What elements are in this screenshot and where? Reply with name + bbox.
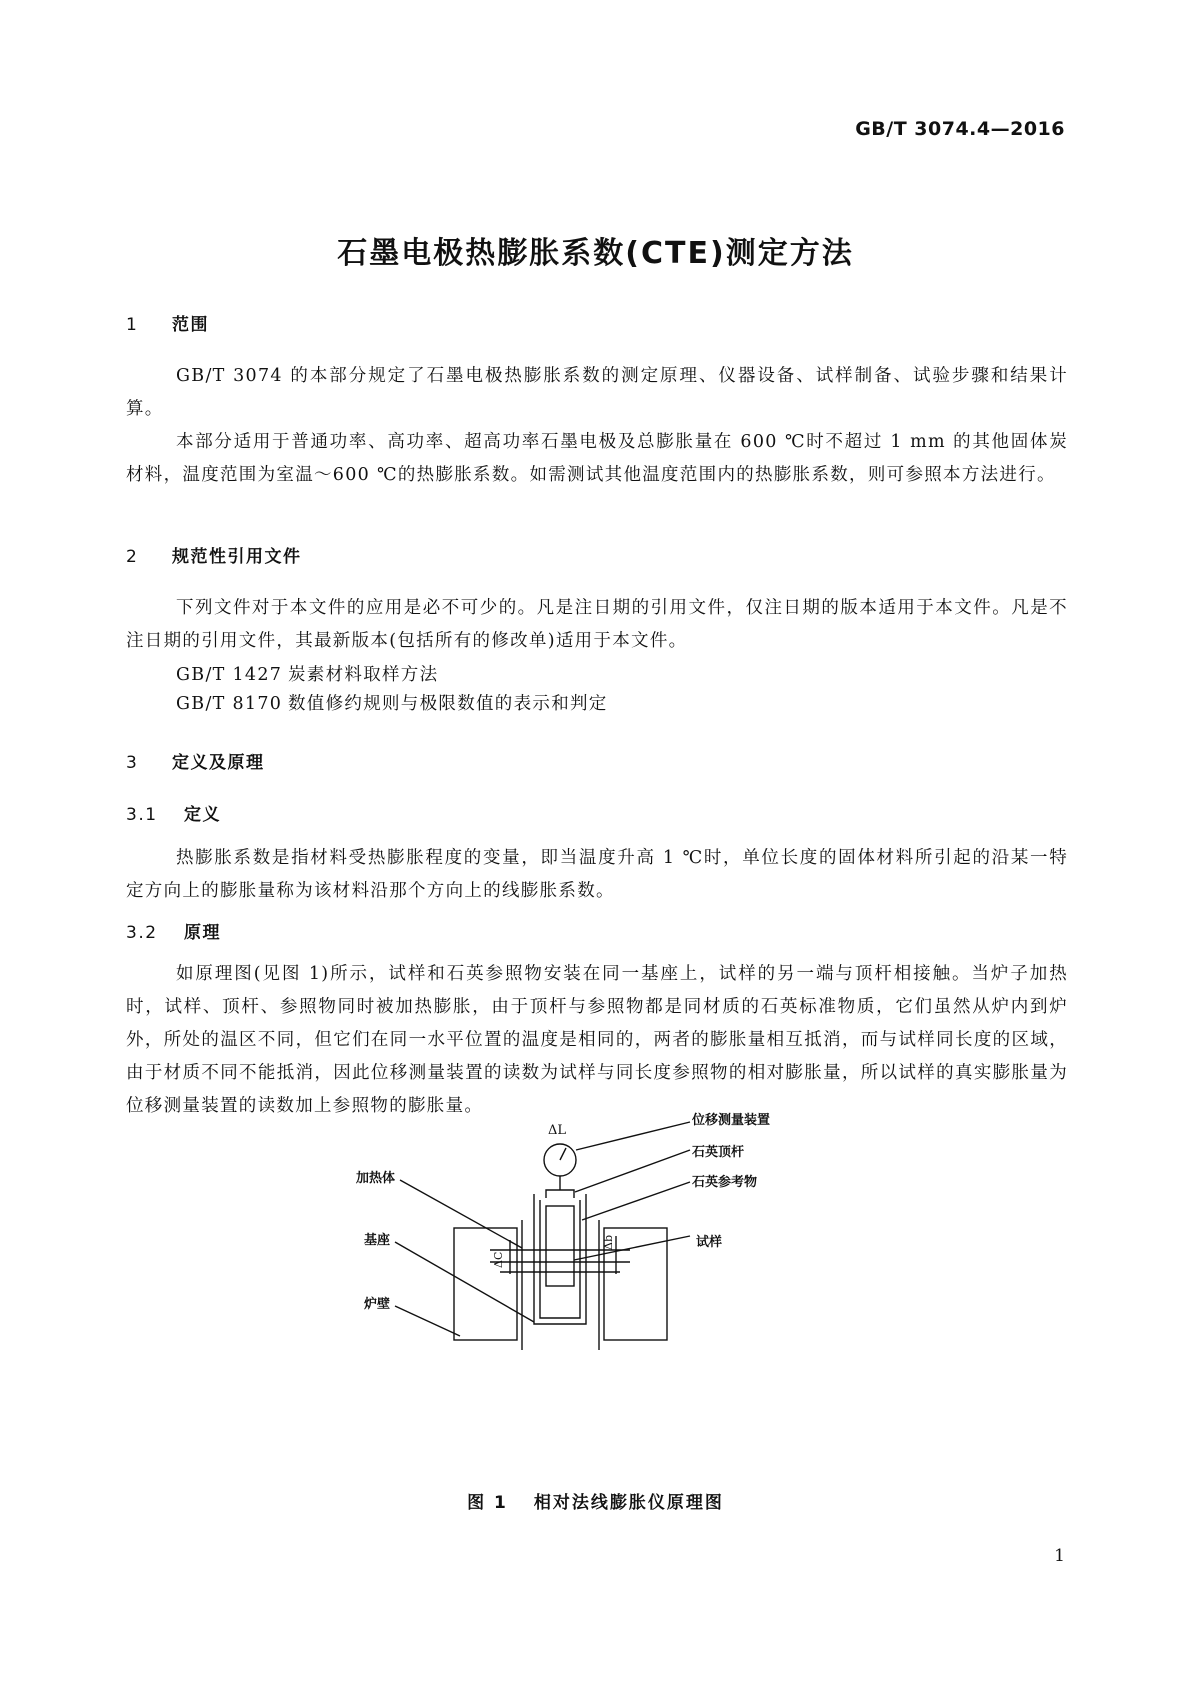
figure-1-caption xyxy=(0,1488,1191,1513)
section-number: 1 xyxy=(126,315,139,335)
section-number: 3.1 xyxy=(126,805,158,825)
label-heater: 加热体 xyxy=(356,1171,396,1186)
section-2-heading xyxy=(126,542,302,567)
section-3-2-paragraph-1: 如原理图(见图 1)所示，试样和石英参照物安装在同一基座上，试样的另一端与顶杆相接触。当炉子加热时，试样、顶杆、参照物同时被加热膨胀，由于顶杆与参照物都是同材质的石英标准物质，它们虽然从炉内到炉外，所处的温区不同，但它们在同一水平位置的温度是相同的，两者的膨胀量相互抵消，而与试样同长度的区域，由于材质不同不能抵消，因此位移测量装置的读数为试样与同长度参照物的相对膨胀量，所以试样的真实膨胀量为位移测量装置的读数加上参照物的膨胀量。 xyxy=(126,964,1068,1116)
label-base: 基座 xyxy=(364,1233,391,1248)
section-3-1-heading xyxy=(126,800,221,825)
label-delta-c: ΔC xyxy=(492,1251,505,1268)
sample xyxy=(546,1206,574,1286)
label-quartz-rod: 石英顶杆 xyxy=(692,1145,745,1160)
section-title: 定义及原理 xyxy=(172,753,265,773)
quartz-rod xyxy=(546,1190,574,1198)
gauge-needle xyxy=(560,1148,566,1160)
label-delta-b: Δb xyxy=(602,1235,615,1250)
label-quartz-ref: 石英参考物 xyxy=(692,1175,758,1190)
reference-item xyxy=(176,661,438,686)
leader-heater xyxy=(400,1180,522,1248)
section-3-1-paragraph-1: 热膨胀系数是指材料受热膨胀程度的变量，即当温度升高 1 ℃时，单位长度的固体材料所引起的沿某一特定方向上的膨胀量称为该材料沿那个方向上的线膨胀系数。 xyxy=(126,848,1068,901)
section-3-2-heading xyxy=(126,918,221,943)
section-number: 3 xyxy=(126,753,139,773)
reference-code: GB/T 1427 xyxy=(176,665,283,685)
section-2-paragraph-1: 下列文件对于本文件的应用是必不可少的。凡是注日期的引用文件，仅注日期的版本适用于本文件。凡是不注日期的引用文件，其最新版本(包括所有的修改单)适用于本文件。 xyxy=(126,598,1068,651)
standard-code: GB/T 3074.4—2016 xyxy=(855,118,1065,140)
furnace-wall-left xyxy=(454,1228,517,1340)
reference-code: GB/T 8170 xyxy=(176,694,283,714)
section-1-paragraph-2: 本部分适用于普通功率、高功率、超高功率石墨电极及总膨胀量在 600 ℃时不超过 1 mm 的其他固体炭材料，温度范围为室温～600 ℃的热膨胀系数。如需测试其他温度范围内的热膨胀系数，则可参照本方法进行。 xyxy=(126,432,1068,485)
section-title: 原理 xyxy=(184,923,221,943)
section-title: 定义 xyxy=(184,805,221,825)
section-1-paragraph-1: GB/T 3074 的本部分规定了石墨电极热膨胀系数的测定原理、仪器设备、试样制备、试验步骤和结果计算。 xyxy=(126,366,1068,419)
figure-title: 相对法线膨胀仪原理图 xyxy=(533,1493,724,1513)
section-number: 2 xyxy=(126,547,139,567)
section-title: 范围 xyxy=(172,315,209,335)
page-title: 石墨电极热膨胀系数(CTE)测定方法 xyxy=(337,236,854,271)
reference-item xyxy=(176,690,608,715)
leader-base xyxy=(395,1242,534,1322)
section-3-heading xyxy=(126,748,265,773)
label-sample: 试样 xyxy=(696,1235,723,1250)
label-delta-l: ΔL xyxy=(548,1123,567,1138)
page-number: 1 xyxy=(1054,1546,1065,1566)
section-number: 3.2 xyxy=(126,923,158,943)
reference-title: 炭素材料取样方法 xyxy=(288,665,439,685)
leader-displacement xyxy=(576,1122,690,1150)
figure-number: 图 1 xyxy=(467,1493,508,1513)
section-title: 规范性引用文件 xyxy=(172,547,302,567)
leader-quartz-ref xyxy=(582,1182,690,1220)
label-displacement: 位移测量装置 xyxy=(692,1113,771,1128)
section-1-heading xyxy=(126,310,209,335)
leader-quartz-rod xyxy=(575,1150,690,1192)
figure-1-diagram xyxy=(350,1110,850,1465)
reference-title: 数值修约规则与极限数值的表示和判定 xyxy=(288,694,608,714)
label-furnace-wall: 炉壁 xyxy=(364,1297,391,1312)
leader-sample xyxy=(574,1236,690,1260)
leader-furnace-wall xyxy=(395,1306,460,1336)
